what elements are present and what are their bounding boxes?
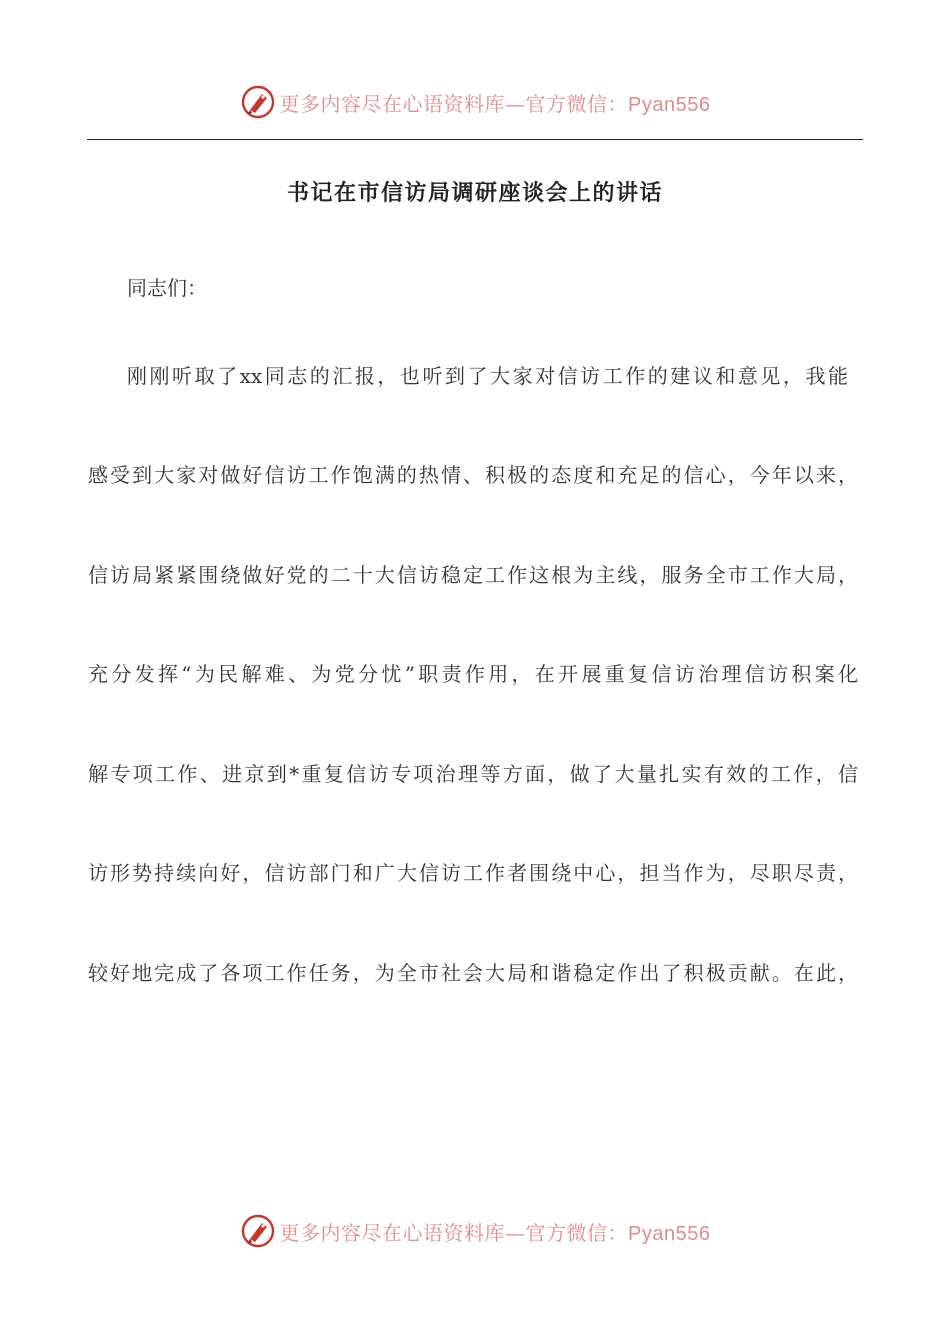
- document-title: 书记在市信访局调研座谈会上的讲话: [286, 181, 663, 206]
- paragraph-line: 解专项工作、进京到*重复信访专项治理等方面，做了大量扎实有效的工作，信: [88, 762, 858, 786]
- paragraph-line: 充分发挥“为民解难、为党分忧”职责作用，在开展重复信访治理信访积案化: [88, 662, 858, 686]
- banner-text: [280, 1217, 711, 1246]
- banner-separator: —: [505, 91, 526, 116]
- paragraph-line: 刚刚听取了xx同志的汇报，也听到了大家对信访工作的建议和意见，我能: [127, 364, 848, 388]
- header-banner: [0, 82, 950, 122]
- paragraph-line: 较好地完成了各项工作任务，为全市社会大局和谐稳定作出了积极贡献。在此，: [88, 961, 858, 985]
- banner-wechat-id: Pyan556: [628, 1222, 711, 1245]
- banner-library-text: 更多内容尽在心语资料库: [279, 1220, 506, 1245]
- banner-wechat-id: Pyan556: [628, 93, 711, 116]
- pen-nib-logo-icon: [240, 1213, 276, 1249]
- pen-nib-logo-icon: [240, 84, 276, 120]
- header-divider: [87, 139, 863, 140]
- banner-wechat-label: 官方微信：: [525, 1220, 629, 1245]
- banner-wechat-label: 官方微信：: [525, 91, 629, 116]
- paragraph-line: 访形势持续向好，信访部门和广大信访工作者围绕中心，担当作为，尽职尽责，: [88, 861, 858, 885]
- banner-separator: —: [505, 1220, 526, 1245]
- paragraph-line: 信访局紧紧围绕做好党的二十大信访稳定工作这根为主线，服务全市工作大局，: [88, 563, 858, 587]
- banner-text: [280, 88, 711, 117]
- footer-banner: [0, 1211, 950, 1251]
- greeting: 同志们：: [127, 276, 207, 300]
- banner-library-text: 更多内容尽在心语资料库: [279, 91, 506, 116]
- paragraph-line: 感受到大家对做好信访工作饱满的热情、积极的态度和充足的信心，今年以来，: [88, 463, 858, 487]
